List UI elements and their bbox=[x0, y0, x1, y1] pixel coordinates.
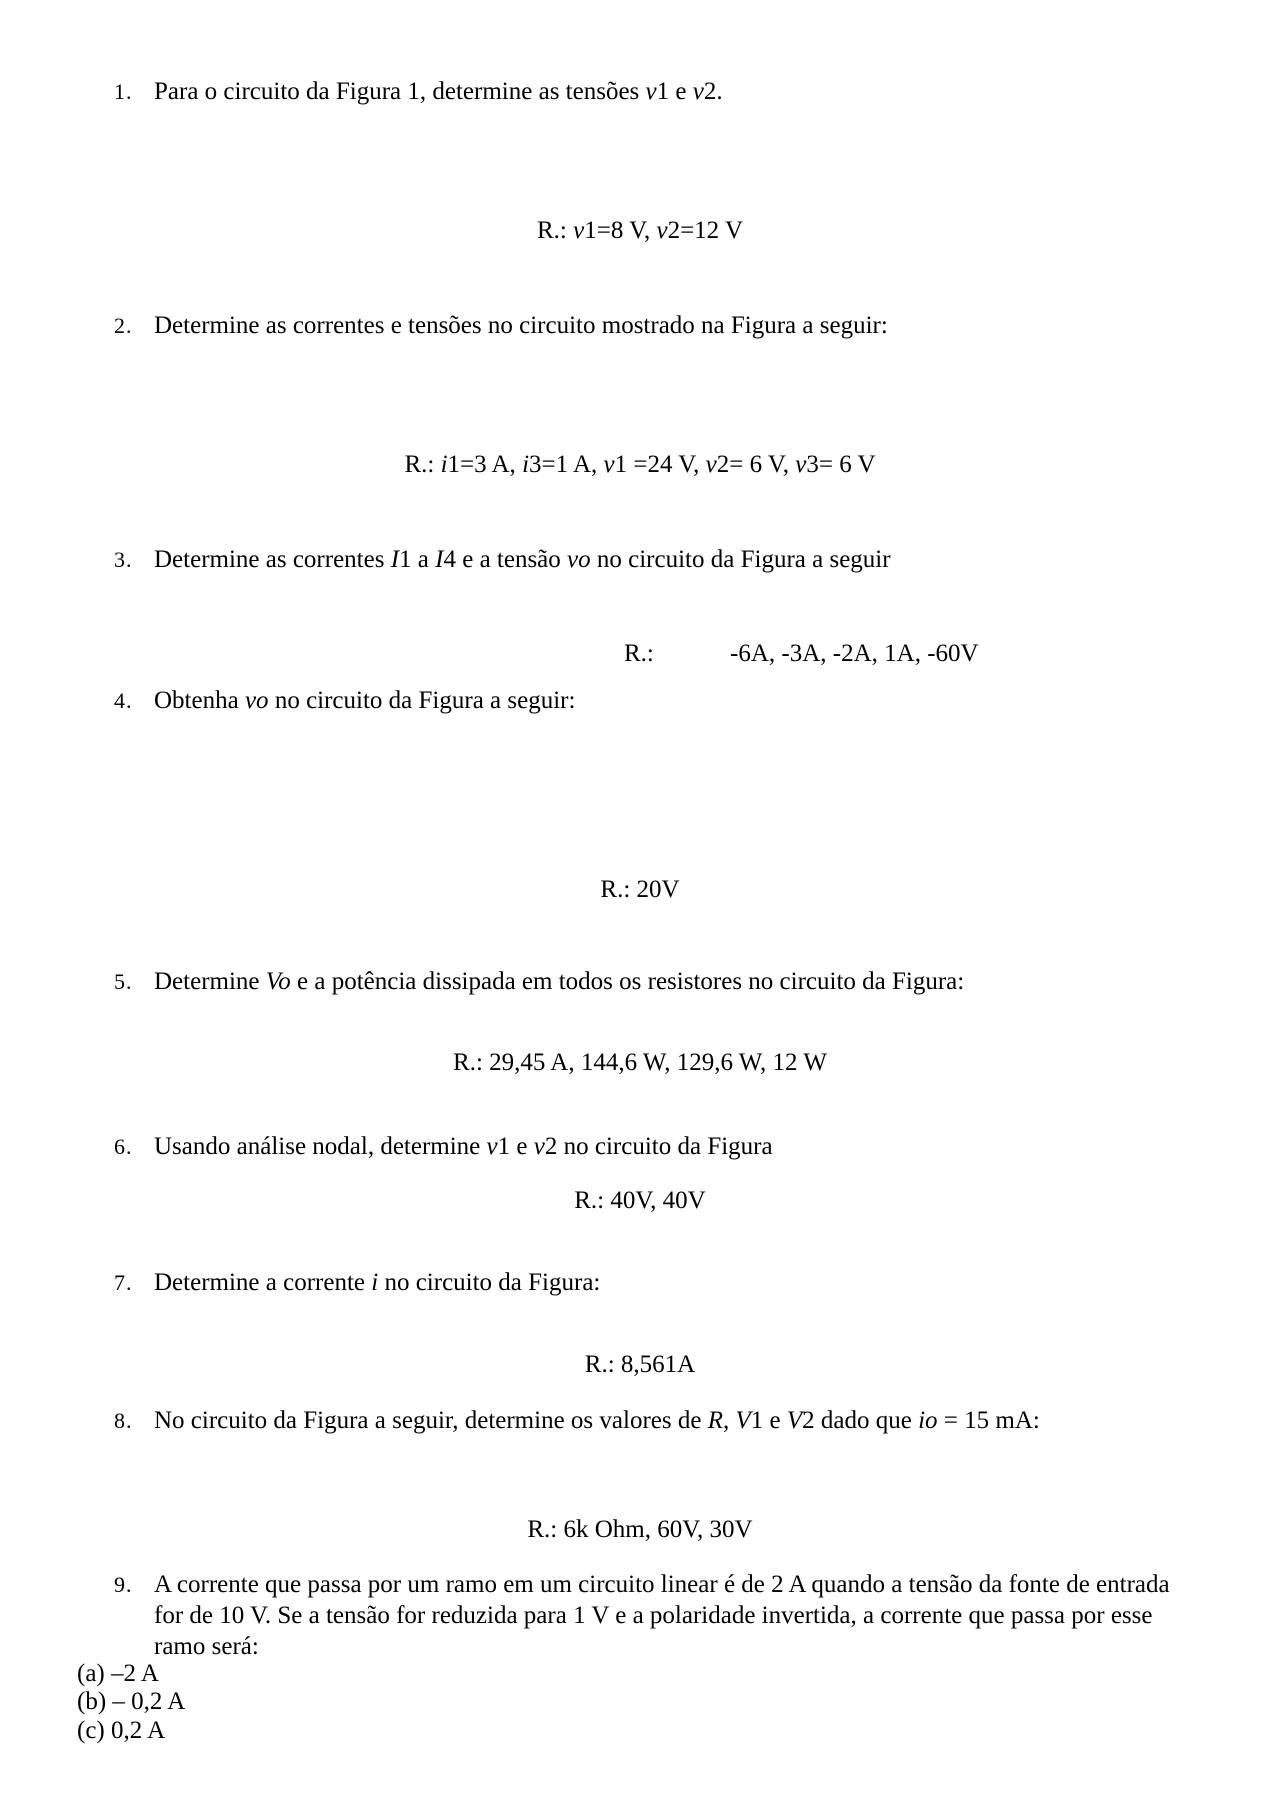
answer-4: R.: 20V bbox=[600, 876, 680, 903]
option-b: (b) – 0,2 A bbox=[77, 1688, 186, 1715]
question-number: 1. bbox=[114, 79, 133, 104]
question-text: Usando análise nodal, determine v1 e v2 no circuito da Figura bbox=[154, 1133, 773, 1160]
answer-6: R.: 40V, 40V bbox=[574, 1187, 706, 1214]
question-text: Determine Vo e a potência dissipada em todos os resistores no circuito da Figura: bbox=[154, 968, 965, 995]
question-text: Para o circuito da Figura 1, determine as tensões v1 e v2. bbox=[154, 78, 723, 105]
answer-3-value: -6A, -3A, -2A, 1A, -60V bbox=[730, 640, 979, 667]
question-text: No circuito da Figura a seguir, determine os valores de R, V1 e V2 dado que io = 15 mA: bbox=[154, 1407, 1040, 1434]
question-number: 8. bbox=[114, 1408, 133, 1433]
question-text: Determine as correntes I1 a I4 e a tensão vo no circuito da Figura a seguir bbox=[154, 546, 891, 573]
answer-5: R.: 29,45 A, 144,6 W, 129,6 W, 12 W bbox=[453, 1049, 827, 1076]
question-number: 2. bbox=[114, 313, 133, 338]
answer-3-label: R.: bbox=[624, 640, 654, 667]
option-a: (a) –2 A bbox=[77, 1660, 159, 1687]
question-number: 4. bbox=[114, 688, 133, 713]
answer-1: R.: v1=8 V, v2=12 V bbox=[536, 217, 744, 244]
question-number: 9. bbox=[114, 1572, 133, 1597]
question-number: 5. bbox=[114, 969, 133, 994]
answer-7: R.: 8,561A bbox=[584, 1351, 696, 1378]
option-c: (c) 0,2 A bbox=[77, 1717, 166, 1744]
question-number: 7. bbox=[114, 1270, 133, 1295]
answer-2: R.: i1=3 A, i3=1 A, v1 =24 V, v2= 6 V, v3= 6 V bbox=[404, 451, 876, 478]
question-text: Obtenha vo no circuito da Figura a seguir: bbox=[154, 687, 576, 714]
question-number: 3. bbox=[114, 547, 133, 572]
answer-8: R.: 6k Ohm, 60V, 30V bbox=[527, 1516, 753, 1543]
question-text: Determine a corrente i no circuito da Figura: bbox=[154, 1269, 601, 1296]
question-text: Determine as correntes e tensões no circuito mostrado na Figura a seguir: bbox=[154, 312, 888, 339]
question-number: 6. bbox=[114, 1134, 133, 1159]
question-text: A corrente que passa por um ramo em um circuito linear é de 2 A quando a tensão da fonte de entrada for de 10 V. Se a tensão for reduzida para 1 V e a polaridade invertida, a corrente que passa por esse ramo será: bbox=[154, 1571, 1170, 1660]
